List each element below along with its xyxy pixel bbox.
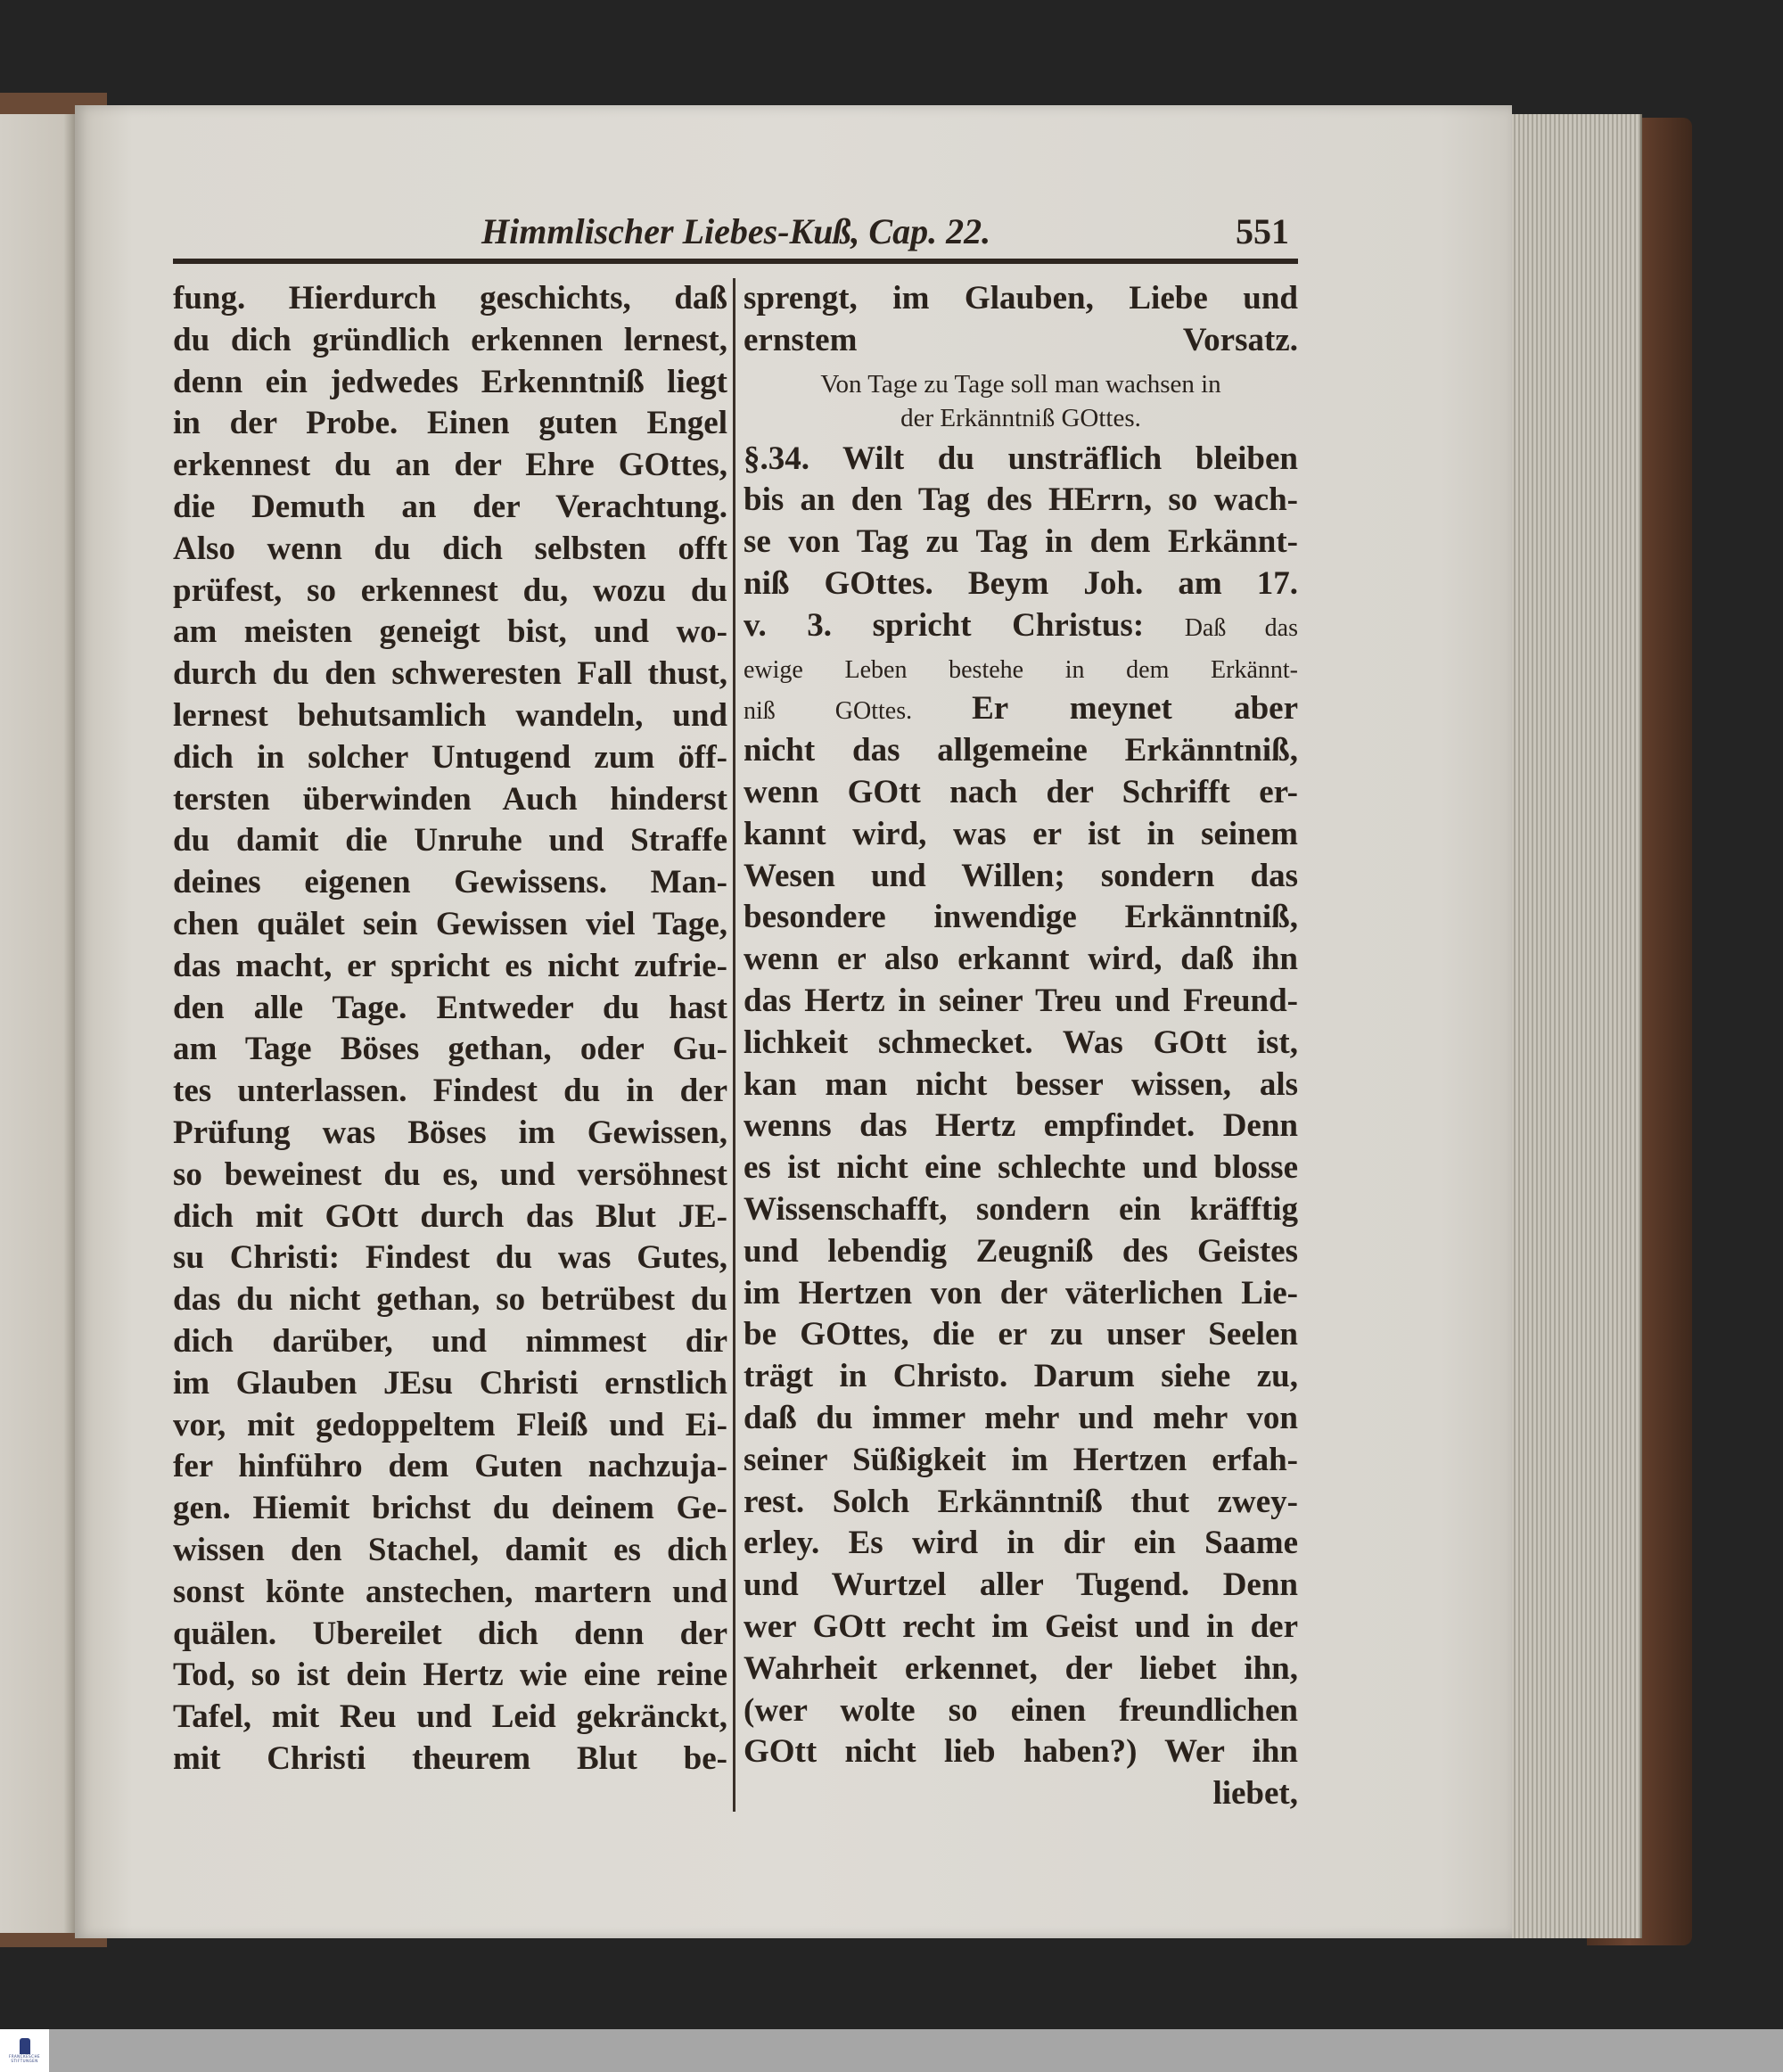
text-segment: kannt wird, was er ist in seinem xyxy=(744,815,1298,852)
text-line: denn ein jedwedes Erkenntniß liegt xyxy=(173,363,727,400)
text-line: am Tage Böses gethan, oder Gu- xyxy=(173,1031,727,1068)
running-title: Himmlischer Liebes-Kuß, Cap. 22. xyxy=(481,211,991,251)
text-line: fer hinführo dem Guten nachzuja- xyxy=(173,1448,727,1485)
text-line: Tafel, mit Reu und Leid gekränckt, xyxy=(173,1698,727,1736)
text-line: im Glauben JEsu Christi ernstlich xyxy=(173,1364,727,1402)
header-rule xyxy=(173,259,1298,264)
text-segment: lichkeit schmecket. Was GOtt ist, xyxy=(744,1024,1298,1061)
text-line xyxy=(744,897,1298,939)
text-line xyxy=(744,856,1298,898)
text-segment: bis an den Tag des HErrn, so wach- xyxy=(744,481,1298,519)
text-segment: se von Tag zu Tag in dem Erkännt- xyxy=(744,523,1298,561)
text-line: fung. Hierdurch geschichts, daß xyxy=(173,280,727,317)
text-line xyxy=(744,1147,1298,1189)
text-segment: und Wurtzel aller Tugend. Denn xyxy=(744,1566,1298,1604)
text-segment: (wer wolte so einen freundlichen xyxy=(744,1691,1298,1729)
text-segment: Er meynet aber xyxy=(972,690,1298,728)
text-line xyxy=(744,1731,1298,1773)
text-line xyxy=(744,522,1298,563)
text-segment: im Hertzen von der väterlichen Lie- xyxy=(744,1274,1298,1311)
text-line xyxy=(744,1690,1298,1732)
text-segment: Wissenschafft, sondern ein kräfftig xyxy=(744,1190,1298,1228)
text-line xyxy=(744,1023,1298,1065)
text-line xyxy=(744,1523,1298,1565)
text-line xyxy=(744,605,1298,647)
institution-logo[interactable] xyxy=(0,2029,49,2072)
text-line: gen. Hiemit brichst du deinem Ge- xyxy=(173,1490,727,1527)
text-segment: das Hertz in seiner Treu und Freund- xyxy=(744,982,1298,1019)
section-heading: der Erkänntniß GOttes. xyxy=(900,403,1141,432)
text-line xyxy=(744,981,1298,1023)
logo-text: FRANCKESCHE STIFTUNGEN xyxy=(9,2054,40,2063)
text-line xyxy=(744,647,1298,689)
text-segment: GOtt nicht lieb haben?) Wer ihn xyxy=(744,1733,1298,1771)
page-fore-edge xyxy=(1507,114,1642,1938)
text-line: dich mit GOtt durch das Blut JE- xyxy=(173,1197,727,1235)
text-segment: wenn er also erkannt wird, daß ihn xyxy=(744,941,1298,978)
text-line: deines eigenen Gewissens. Man- xyxy=(173,864,727,901)
building-icon xyxy=(20,2038,30,2054)
catchword: liebet, xyxy=(1212,1775,1298,1813)
text-segment: trägt in Christo. Darum siehe zu, xyxy=(744,1358,1298,1395)
text-line xyxy=(744,730,1298,772)
text-line: erkennest du an der Ehre GOttes, xyxy=(173,447,727,484)
text-segment: wenn GOtt nach der Schrifft er- xyxy=(744,773,1298,810)
text-line xyxy=(744,1273,1298,1315)
text-line: sonst könte anstechen, martern und xyxy=(173,1573,727,1610)
left-text-column xyxy=(173,278,727,1780)
text-line: den alle Tage. Entweder du hast xyxy=(173,989,727,1026)
text-line: Tod, so ist dein Hertz wie eine reine xyxy=(173,1657,727,1694)
text-line xyxy=(744,563,1298,605)
text-segment: nicht das allgemeine Erkänntniß, xyxy=(744,732,1298,769)
text-line xyxy=(744,688,1298,730)
text-line xyxy=(744,1189,1298,1231)
text-line xyxy=(744,1398,1298,1440)
text-line: das macht, er spricht es nicht zufrie- xyxy=(173,947,727,984)
text-line: wissen den Stachel, damit es dich xyxy=(173,1531,727,1568)
text-segment: seiner Süßigkeit im Hertzen erfah- xyxy=(744,1441,1298,1478)
text-line: in der Probe. Einen guten Engel xyxy=(173,405,727,442)
text-segment: und lebendig Zeugniß des Geistes xyxy=(744,1232,1298,1270)
section-heading: Von Tage zu Tage soll man wachsen in xyxy=(820,369,1221,399)
text-line: sprengt, im Glauben, Liebe und xyxy=(744,280,1298,317)
text-line xyxy=(744,1106,1298,1147)
text-line: tersten überwinden Auch hinderst xyxy=(173,780,727,818)
column-divider xyxy=(733,278,735,1812)
text-segment: rest. Solch Erkänntniß thut zwey- xyxy=(744,1483,1298,1520)
text-line: dich darüber, und nimmest dir xyxy=(173,1322,727,1360)
text-line: vor, mit gedoppeltem Fleiß und Ei- xyxy=(173,1406,727,1443)
text-segment: wenns das Hertz empfindet. Denn xyxy=(744,1107,1298,1145)
text-line: so beweinest du es, und versöhnest xyxy=(173,1155,727,1193)
text-segment: Wesen und Willen; sondern das xyxy=(744,857,1298,894)
text-line: tes unterlassen. Findest du in der xyxy=(173,1073,727,1110)
scripture-quote: ewige Leben bestehe in dem Erkännt- xyxy=(744,655,1298,684)
text-line: su Christi: Findest du was Gutes, xyxy=(173,1239,727,1277)
text-line xyxy=(744,480,1298,522)
text-segment: erley. Es wird in dir ein Saame xyxy=(744,1525,1298,1562)
text-line: du dich gründlich erkennen lernest, xyxy=(173,321,727,358)
text-line xyxy=(744,439,1298,481)
text-segment: Wahrheit erkennet, der liebet ihn, xyxy=(744,1649,1298,1687)
text-segment: v. 3. spricht Christus: xyxy=(744,606,1185,644)
text-line: durch du den schweresten Fall thust, xyxy=(173,655,727,693)
text-line xyxy=(744,1356,1298,1398)
text-line xyxy=(744,772,1298,814)
text-line: chen quälet sein Gewissen viel Tage, xyxy=(173,905,727,942)
text-line: das du nicht gethan, so betrübest du xyxy=(173,1281,727,1319)
text-line: Prüfung was Böses im Gewissen, xyxy=(173,1114,727,1151)
scripture-quote: Daß das xyxy=(1184,613,1298,642)
text-segment: §.34. Wilt du unsträflich bleiben xyxy=(744,440,1298,477)
text-line: quälen. Ubereilet dich denn der xyxy=(173,1615,727,1652)
text-line xyxy=(744,1065,1298,1106)
text-line xyxy=(744,814,1298,856)
text-line: prüfest, so erkennest du, wozu du xyxy=(173,571,727,609)
text-line: du damit die Unruhe und Straffe xyxy=(173,822,727,859)
text-line xyxy=(744,1607,1298,1649)
text-segment: besondere inwendige Erkänntniß, xyxy=(744,899,1298,936)
text-line: am meisten geneigt bist, und wo- xyxy=(173,613,727,651)
text-line xyxy=(744,1440,1298,1482)
text-line: ernstem Vorsatz. xyxy=(744,321,1298,358)
text-segment: kan man nicht besser wissen, als xyxy=(744,1065,1298,1103)
page-number: 551 xyxy=(1236,211,1289,251)
text-segment: daß du immer mehr und mehr von xyxy=(744,1399,1298,1436)
text-line xyxy=(744,1482,1298,1524)
text-line: lernest behutsamlich wandeln, und xyxy=(173,696,727,734)
text-line: Also wenn du dich selbsten offt xyxy=(173,530,727,567)
scripture-quote: niß GOttes. xyxy=(744,697,973,726)
text-segment: niß GOttes. Beym Joh. am 17. xyxy=(744,564,1298,602)
text-line: dich in solcher Untugend zum öff- xyxy=(173,738,727,776)
text-line xyxy=(744,939,1298,981)
text-line xyxy=(744,1314,1298,1356)
text-line xyxy=(744,1231,1298,1273)
right-text-column xyxy=(744,278,1298,1815)
viewer-bottom-bar xyxy=(0,2029,1783,2072)
text-line: mit Christi theurem Blut be- xyxy=(173,1739,727,1777)
text-segment: be GOttes, die er zu unser Seelen xyxy=(744,1316,1298,1353)
text-segment: es ist nicht eine schlechte und blosse xyxy=(744,1149,1298,1187)
text-line xyxy=(744,1565,1298,1607)
text-line xyxy=(744,1649,1298,1690)
text-line: die Demuth an der Verachtung. xyxy=(173,488,727,525)
text-segment: wer GOtt recht im Geist und in der xyxy=(744,1607,1298,1645)
facing-page-edge xyxy=(0,114,75,1933)
